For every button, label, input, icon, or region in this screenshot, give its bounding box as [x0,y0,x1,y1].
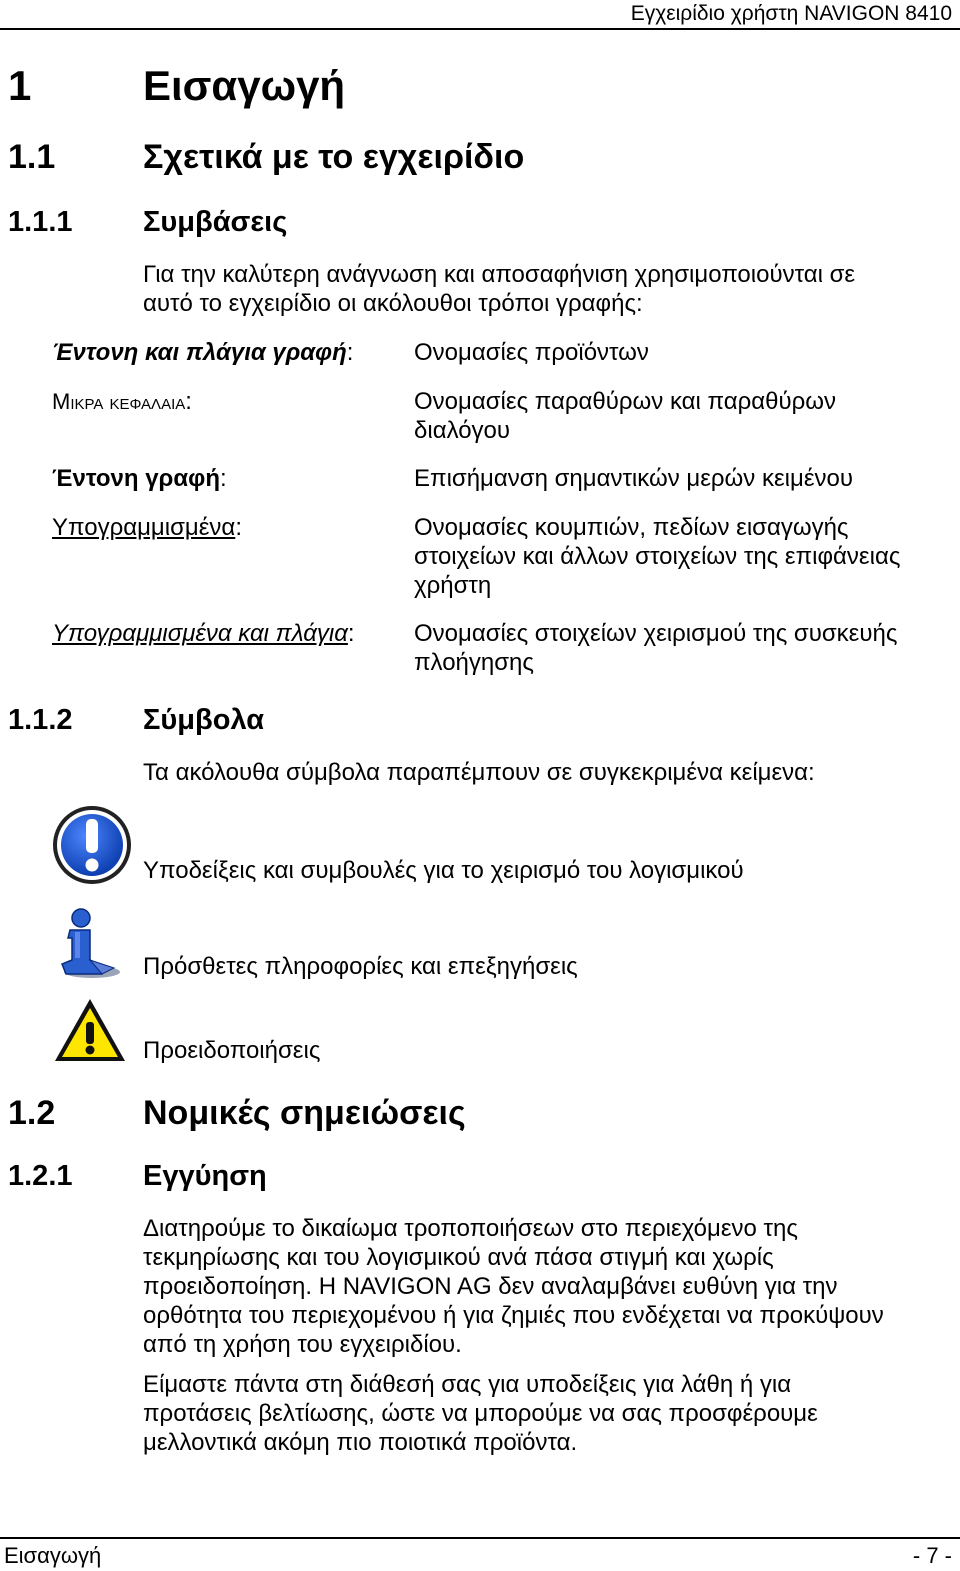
section-heading-1-1 [0,138,960,180]
symbol-text-tips: Υποδείξεις και συμβουλές για το χειρισμό του λογισμικού [143,857,744,884]
subsection-number: 1.1.2 [8,704,73,736]
desc-line: διαλόγου [414,417,511,444]
section-heading-1-2 [0,1094,960,1136]
subsection-title: Συμβάσεις [143,206,288,238]
chapter-heading [0,62,960,114]
convention-desc [414,513,944,600]
footer-divider [0,1537,960,1539]
warning-icon [52,996,128,1064]
paragraph-line: προτάσεις βελτίωσης, ώστε να μπορούμε να σας προσφέρουμε [143,1400,818,1427]
desc-line: χρήστη [414,572,492,599]
section-number: 1.1 [8,138,56,176]
convention-label-bold [52,464,227,493]
paragraph-line: Είμαστε πάντα στη διάθεσή σας για υποδείξεις για λάθη ή για [143,1371,792,1398]
paragraph-line: μελλοντικά ακόμη πιο ποιοτικά προϊόντα. [143,1429,578,1456]
chapter-number: 1 [8,62,32,109]
convention-desc [414,387,944,445]
convention-label-small-caps [52,387,192,416]
intro-line: αυτό το εγχειρίδιο οι ακόλουθοι τρόποι γραφής: [143,290,643,317]
subsection-number: 1.1.1 [8,206,73,238]
section-title: Νομικές σημειώσεις [143,1094,466,1132]
paragraph-line: προειδοποίηση. Η NAVIGON AG δεν αναλαμβάνει ευθύνη για την [143,1273,838,1300]
section-number: 1.2 [8,1094,56,1132]
label-text: Μικρα κεφαλαια [52,389,186,414]
desc-line: στοιχείων και άλλων στοιχείων της επιφάνειας [414,543,901,570]
header-divider [0,28,960,30]
label-colon: : [185,388,192,415]
subsection-heading-1-1-2 [0,704,960,740]
warranty-paragraph-2 [143,1370,943,1457]
paragraph-line: από τη χρήση του εγχειριδίου. [143,1331,462,1358]
label-text: Έντονη γραφή [52,465,220,492]
desc-line: Ονομασίες παραθύρων και παραθύρων [414,388,837,415]
exclamation-icon [50,803,134,887]
label-text: Έντονη και πλάγια γραφή [52,339,347,366]
page-number: - 7 - [912,1543,952,1568]
convention-label-underlined-italic [52,619,355,648]
intro-line: Για την καλύτερη ανάγνωση και αποσαφήνιση χρησιμοποιούνται σε [143,261,856,288]
info-person-icon [56,908,122,980]
paragraph-line: ορθότητα του περιεχομένου ή για ζημιές που ενδέχεται να προκύψουν [143,1302,884,1329]
subsection-heading-1-2-1 [0,1160,960,1196]
section-title: Σχετικά με το εγχειρίδιο [143,138,525,176]
desc-line: Επισήμανση σημαντικών μερών κειμένου [414,465,853,492]
convention-desc [414,338,944,367]
symbol-text-warning: Προειδοποιήσεις [143,1037,321,1064]
desc-line: Ονομασίες στοιχείων χειρισμού της συσκευής [414,620,898,647]
chapter-title: Εισαγωγή [143,62,346,109]
footer-chapter-name: Εισαγωγή [4,1543,102,1568]
desc-line: πλοήγησης [414,649,534,676]
symbol-text-info: Πρόσθετες πληροφορίες και επεξηγήσεις [143,953,578,980]
subsection-title: Σύμβολα [143,704,265,736]
paragraph-line: Διατηρούμε το δικαίωμα τροποποιήσεων στο περιεχόμενο της [143,1215,798,1242]
subsection-heading-1-1-1 [0,206,960,242]
convention-desc [414,619,944,677]
label-text: Υπογραμμισμένα [52,514,236,541]
subsection-title: Εγγύηση [143,1160,267,1192]
document-header-title: Εγχειρίδιο χρήστη NAVIGON 8410 [630,2,952,25]
subsection-number: 1.2.1 [8,1160,73,1192]
warranty-paragraph-1 [143,1214,943,1359]
convention-label-underlined [52,513,242,542]
label-colon: : [346,339,354,366]
convention-desc [414,464,944,493]
label-colon: : [235,514,242,541]
paragraph-line: τεκμηρίωσης και του λογισμικού ανά πάσα στιγμή και χωρίς [143,1244,774,1271]
desc-line: Ονομασίες προϊόντων [414,339,649,366]
symbols-intro: Τα ακόλουθα σύμβολα παραπέμπουν σε συγκεκριμένα κείμενα: [143,759,815,786]
convention-label-bold-italic [52,338,353,367]
label-text: Υπογραμμισμένα και πλάγια [52,620,348,647]
desc-line: Ονομασίες κουμπιών, πεδίων εισαγωγής [414,514,849,541]
label-colon: : [347,620,355,647]
conventions-intro [143,260,943,318]
label-colon: : [219,465,227,492]
